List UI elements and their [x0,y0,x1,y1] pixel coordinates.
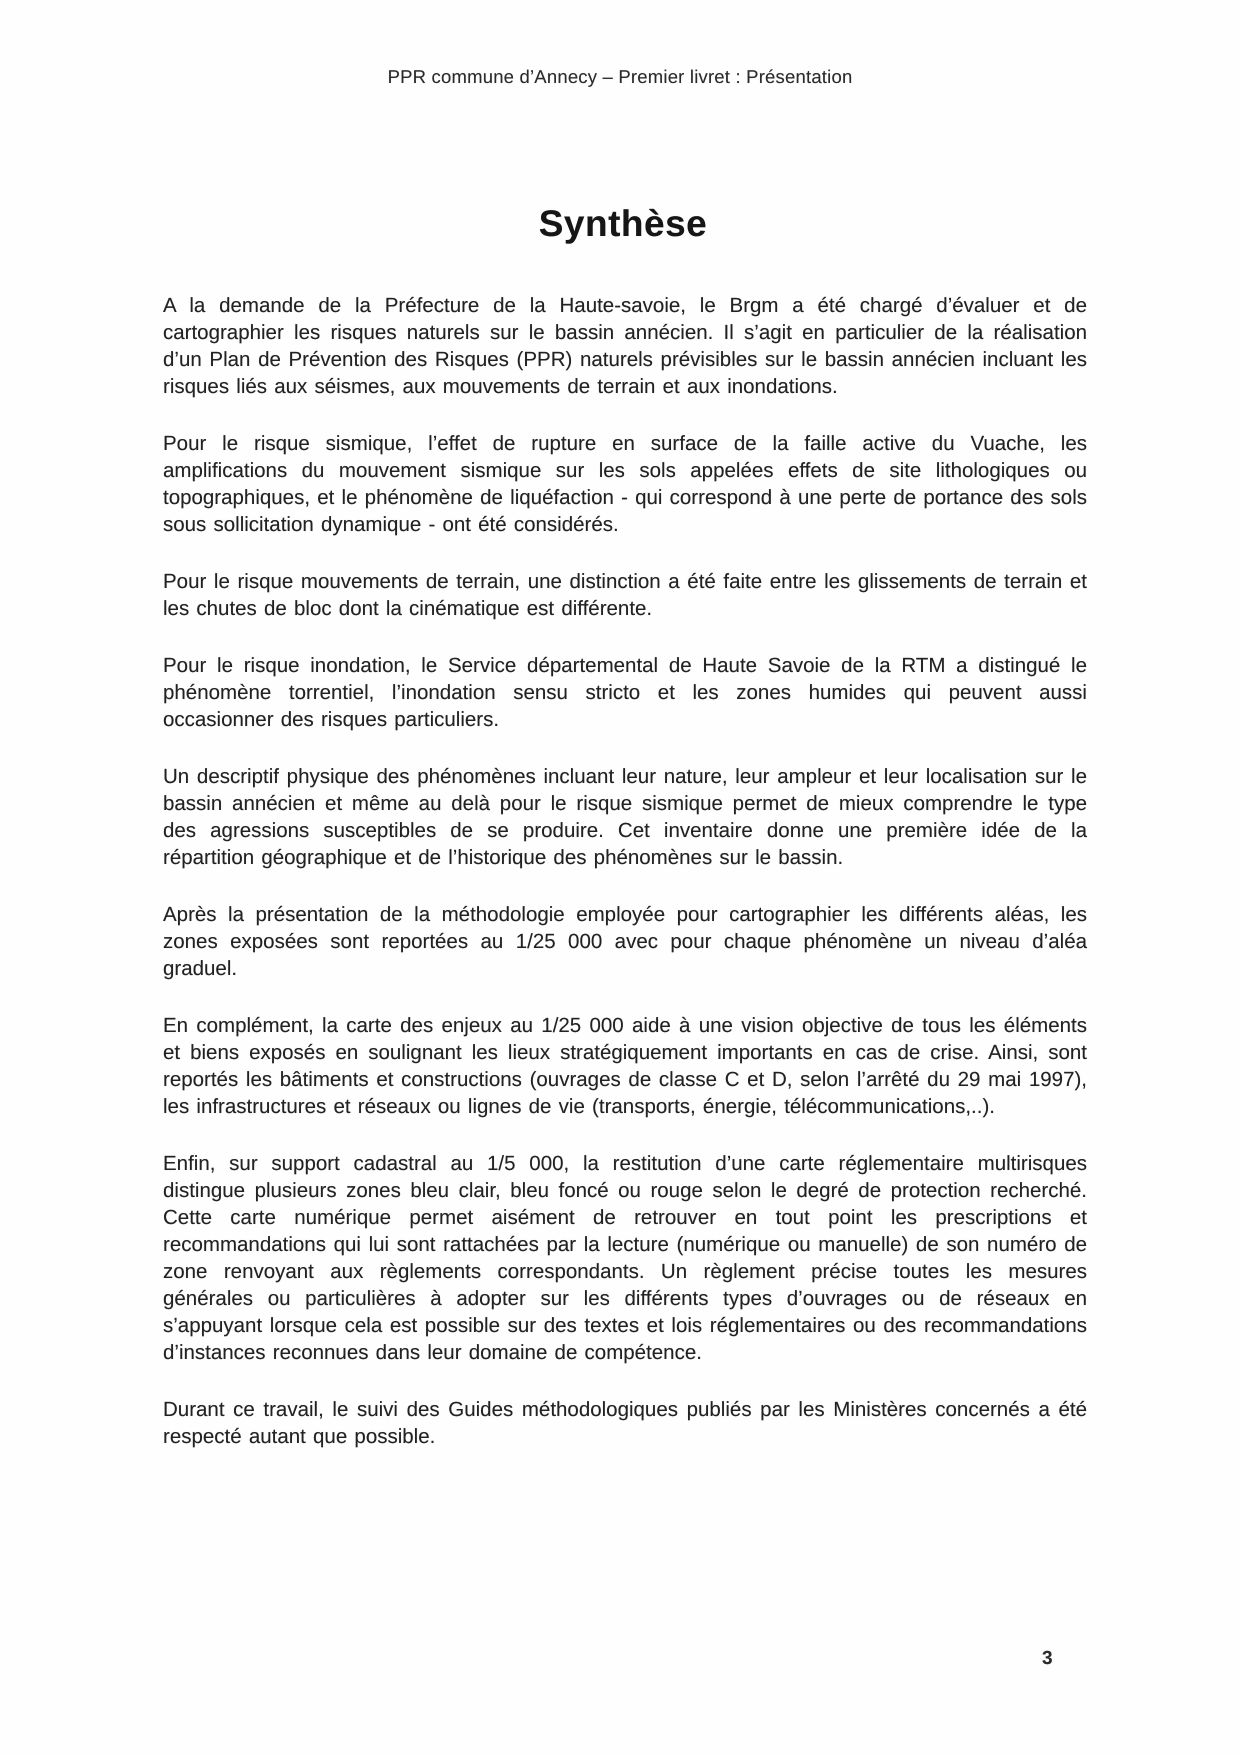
page-title: Synthèse [538,203,708,244]
running-header: PPR commune d’Annecy – Premier livret : Présentation [387,66,853,87]
paragraph: Pour le risque mouvements de terrain, une distinction a été faite entre les glissements de terrain et les chutes de bloc dont la cinématique est différente. [163,570,1087,620]
paragraph: Enfin, sur support cadastral au 1/5 000, la restitution d’une carte réglementaire multirisques distingue plusieurs zones bleu clair, bleu foncé ou rouge selon le degré de protection recherché. Cette carte numérique permet aisément de retrouver en tout point les prescriptions et recommandations qui lui sont rattachées par la lecture (numérique ou manuelle) de son numéro de zone renvoyant aux règlements correspondants. Un règlement précise toutes les mesures générales ou particulières à adopter sur les différents types d’ouvrages ou de réseaux en s’appuyant lorsque cela est possible sur des textes et lois réglementaires ou des recommandations d’instances reconnues dans leur domaine de compétence. [163,1152,1087,1364]
paragraph: A la demande de la Préfecture de la Haute-savoie, le Brgm a été chargé d’évaluer et de cartographier les risques naturels sur le bassin annécien. Il s’agit en particulier de la réalisation d’un Plan de Prévention des Risques (PPR) naturels prévisibles sur le bassin annécien incluant les risques liés aux séismes, aux mouvements de terrain et aux inondations. [163,294,1087,398]
paragraph: Pour le risque inondation, le Service départemental de Haute Savoie de la RTM a distingué le phénomène torrentiel, l’inondation sensu stricto et les zones humides qui peuvent aussi occasionner des risques particuliers. [163,654,1087,731]
document-body [163,292,1087,1480]
paragraph: Un descriptif physique des phénomènes incluant leur nature, leur ampleur et leur localisation sur le bassin annécien et même au delà pour le risque sismique permet de mieux comprendre le type des agressions susceptibles de se produire. Cet inventaire donne une première idée de la répartition géographique et de l’historique des phénomènes sur le bassin. [163,765,1087,869]
paragraph: Durant ce travail, le suivi des Guides méthodologiques publiés par les Ministères concernés a été respecté autant que possible. [163,1398,1087,1448]
paragraph: En complément, la carte des enjeux au 1/25 000 aide à une vision objective de tous les éléments et biens exposés en soulignant les lieux stratégiquement importants en cas de crise. Ainsi, sont reportés les bâtiments et constructions (ouvrages de classe C et D, selon l’arrêté du 29 mai 1997), les infrastructures et réseaux ou lignes de vie (transports, énergie, télécommunications,..). [163,1014,1087,1118]
page-number: 3 [1042,1648,1053,1669]
paragraph: Après la présentation de la méthodologie employée pour cartographier les différents aléas, les zones exposées sont reportées au 1/25 000 avec pour chaque phénomène un niveau d’aléa graduel. [163,903,1087,980]
paragraph: Pour le risque sismique, l’effet de rupture en surface de la faille active du Vuache, les amplifications du mouvement sismique sur les sols appelées effets de site lithologiques ou topographiques, et le phénomène de liquéfaction - qui correspond à une perte de portance des sols sous sollicitation dynamique - ont été considérés. [163,432,1087,536]
